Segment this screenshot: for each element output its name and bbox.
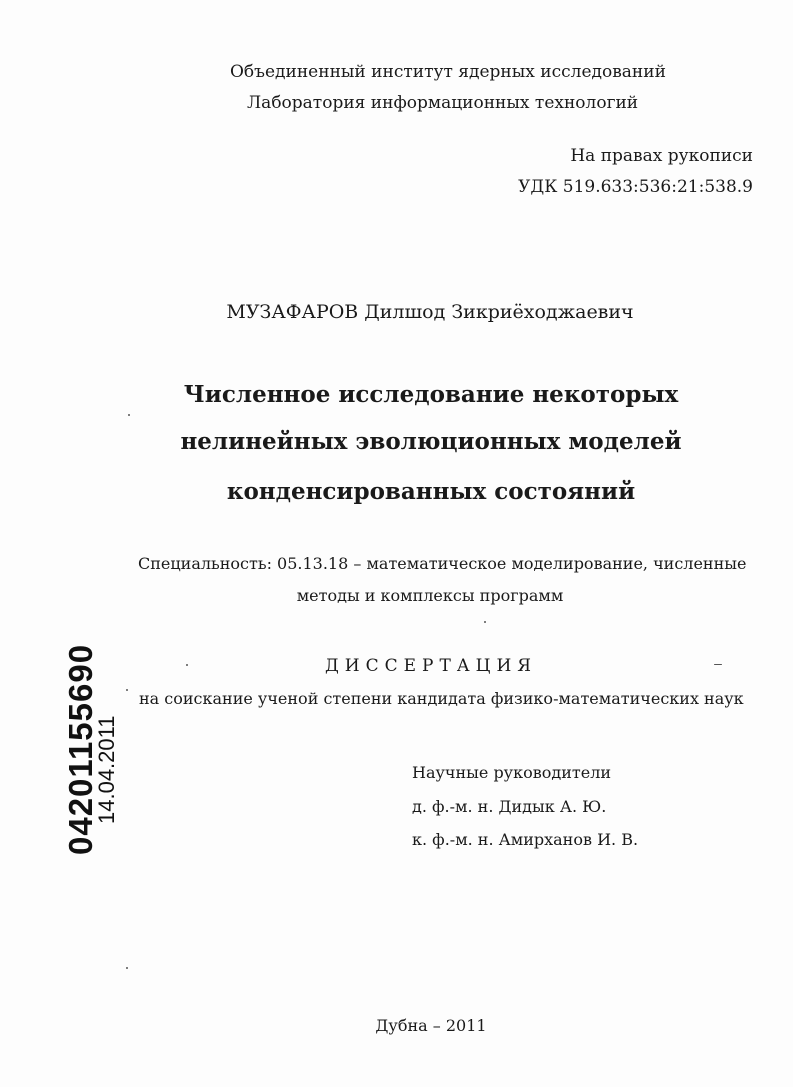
dissertation-label: ДИССЕРТАЦИЯ <box>324 656 538 676</box>
institute-name: Объединенный институт ядерных исследований <box>230 62 666 82</box>
specialty-line-1: Специальность: 05.13.18 – математическое моделирование, численные <box>138 554 747 573</box>
library-stamp-code: 04201155690 <box>62 643 99 855</box>
scan-speck <box>126 967 128 969</box>
dissertation-title-line-1: Численное исследование некоторых <box>183 381 679 408</box>
manuscript-rights-label: На правах рукописи <box>570 146 753 166</box>
udk-code: УДК 519.633:536:21:538.9 <box>518 177 753 197</box>
dissertation-title-line-2: нелинейных эволюционных моделей <box>180 428 682 455</box>
scan-speck <box>484 621 486 623</box>
degree-statement: на соискание ученой степени кандидата физико-математических наук <box>139 689 744 708</box>
library-stamp-date: 14.04.2011 <box>94 715 119 824</box>
laboratory-name: Лаборатория информационных технологий <box>247 93 639 113</box>
scan-speck <box>714 664 722 665</box>
scan-speck <box>128 414 130 416</box>
dissertation-title-line-3: конденсированных состояний <box>226 478 636 505</box>
scan-speck <box>126 689 128 691</box>
advisor-second: к. ф.-м. н. Амирханов И. В. <box>412 830 639 849</box>
author-name: МУЗАФАРОВ Дилшод Зикриёходжаевич <box>226 301 634 323</box>
city-year: Дубна – 2011 <box>375 1016 487 1035</box>
advisor-first: д. ф.-м. н. Дидык А. Ю. <box>412 797 607 816</box>
advisors-label: Научные руководители <box>412 763 612 782</box>
specialty-line-2: методы и комплексы программ <box>296 586 564 605</box>
scan-speck <box>186 664 188 666</box>
